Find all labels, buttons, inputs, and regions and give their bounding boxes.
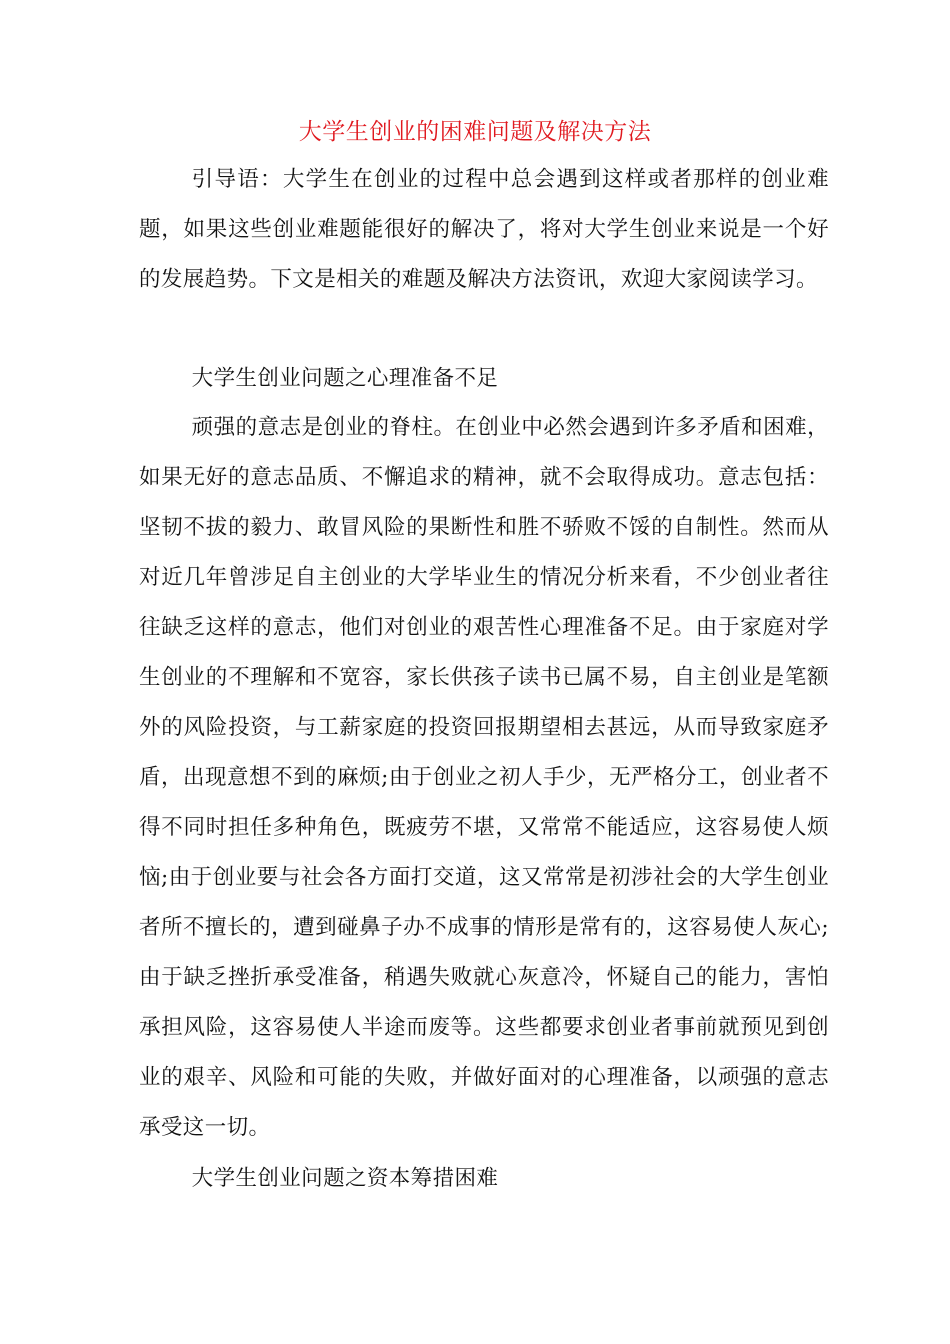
section-heading-capital: 大学生创业问题之资本筹措困难	[191, 1166, 499, 1191]
section-paragraph-psychological: 顽强的意志是创业的脊柱。在创业中必然会遇到许多矛盾和困难，如果无好的意志品质、不懈追求的精神，就不会取得成功。意志包括：坚韧不拔的毅力、敢冒风险的果断性和胜不骄败不馁的自制性。然而从对近几年曾涉足自主创业的大学毕业生的情况分析来看，不少创业者往往缺乏这样的意志，他们对创业的艰苦性心理准备不足。由于家庭对学生创业的不理解和不宽容，家长供孩子读书已属不易，自主创业是笔额外的风险投资，与工薪家庭的投资回报期望相去甚远，从而导致家庭矛盾，出现意想不到的麻烦;由于创业之初人手少，无严格分工，创业者不得不同时担任多种角色，既疲劳不堪，又常常不能适应，这容易使人烦恼;由于创业要与社会各方面打交道，这又常常是初涉社会的大学生创业者所不擅长的，遭到碰鼻子办不成事的情形是常有的，这容易使人灰心;由于缺乏挫折承受准备，稍遇失败就心灰意冷，怀疑自己的能力，害怕承担风险，这容易使人半途而废等。这些都要求创业者事前就预见到创业的艰辛、风险和可能的失败，并做好面对的心理准备，以顽强的意志承受这一切。	[139, 415, 829, 1140]
intro-paragraph: 引导语：大学生在创业的过程中总会遇到这样或者那样的创业难题，如果这些创业难题能很好的解决了，将对大学生创业来说是一个好的发展趋势。下文是相关的难题及解决方法资讯，欢迎大家阅读学习。	[139, 167, 829, 292]
section-heading-psychological: 大学生创业问题之心理准备不足	[191, 366, 499, 391]
document-title: 大学生创业的困难问题及解决方法	[298, 119, 652, 145]
